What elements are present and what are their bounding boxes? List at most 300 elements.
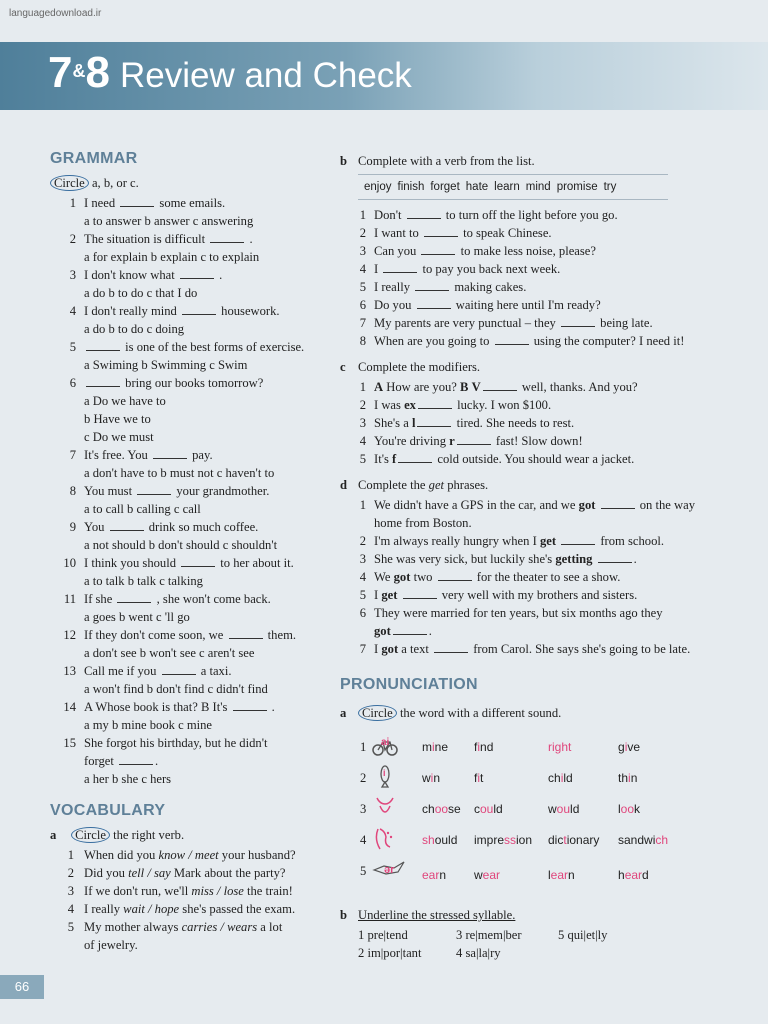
get-phrase: got [393,570,411,584]
answer-blank [403,588,437,599]
svg-text:ər: ər [384,864,395,876]
grammar-question [50,302,330,320]
answer-blank [483,380,517,391]
question-number: 3 [69,268,76,282]
question-text [397,588,400,602]
question-text: If she [84,592,116,606]
answer-blank [182,304,216,315]
pronunciation-word [422,769,440,787]
question-number: 8 [359,334,366,348]
section-d-question [340,586,700,604]
question-number: 11 [63,592,76,606]
word-part: t [480,771,484,785]
question-text: cold outside. You should wear a jacket. [434,452,635,466]
question-text: You [84,520,108,534]
answer-blank [393,624,427,635]
pronunciation-word [422,800,461,818]
question-number: 7 [359,642,366,656]
question-number: 8 [69,484,76,498]
svg-text:ai: ai [381,737,390,748]
syllabified-word: re|mem|ber [465,928,522,942]
question-text: lucky. I won $100. [453,398,552,412]
get-phrase: get [381,588,398,602]
question-text: being late. [597,316,653,330]
right-column [340,150,700,966]
grammar-question [50,338,330,356]
question-text: from Carol. She says she's going to be late. [470,642,691,656]
answer-blank [561,316,595,327]
question-number: 6 [359,606,366,620]
page-number: 66 [0,975,44,999]
grammar-question [50,662,330,680]
question-text: making cakes. [451,280,527,294]
word-part: g [618,740,625,754]
question-number: 6 [69,376,76,390]
stress-item [558,926,607,944]
stress-item [456,926,522,944]
question-text: some emails. [156,196,226,210]
question-text: to her about it. [217,556,294,570]
question-text: your husband? [218,848,296,862]
modifier-hint: r [449,434,455,448]
question-text: . [633,552,637,566]
question-number: 3 [359,416,366,430]
answer-blank [398,452,432,463]
verb-choice: know / meet [158,848,219,862]
question-text: waiting here until I'm ready? [452,298,601,312]
question-text: If they don't come soon, we [84,628,227,642]
vocabulary-question [50,882,330,900]
pronunciation-row [340,854,700,894]
section-c-question [340,432,700,450]
answer-blank [86,376,120,387]
pronunciation-word [618,738,640,756]
bird-icon [372,856,398,882]
unit-number-7: 7 [48,48,73,97]
pronunciation-word [422,831,457,849]
word-part: h [618,868,625,882]
question-text: them. [264,628,297,642]
answer-blank [417,416,451,427]
word-list-box [358,174,668,200]
pronunciation-a-instruction [340,702,700,724]
question-number: 2 [359,398,366,412]
instruction-text: the right verb. [113,828,185,842]
question-text: I need [84,196,119,210]
question-text: . [268,700,275,714]
answer-blank [229,628,263,639]
answer-blank [86,340,120,351]
question-number: 14 [63,700,76,714]
word-part: n [433,771,441,785]
question-number: 2 [69,232,76,246]
question-text: housework. [218,304,280,318]
answer-blank [457,434,491,445]
fish-icon [372,763,398,789]
answer-options: a don't see b won't see c aren't see [84,646,255,660]
section-letter: b [340,908,348,922]
answer-blank [601,498,635,509]
question-text: , she won't come back. [153,592,271,606]
unit-banner [0,42,768,110]
circle-word: Circle [50,175,89,191]
word-part: ld [493,802,503,816]
question-number: 4 [456,946,466,960]
grammar-question [50,446,330,464]
sound-letters: ch [655,833,669,847]
question-text: to pay you back next week. [419,262,561,276]
sound-letters: ear [422,868,440,882]
question-number: 4 [67,902,74,916]
question-text: You're driving [374,434,450,448]
pronunciation-word [618,866,649,884]
answer-blank [495,334,529,345]
section-b-question [340,260,700,278]
instruction-text: phrases. [444,478,489,492]
question-number: 5 [558,928,568,942]
answer-blank [210,232,244,243]
site-watermark: languagedownload.ir [9,8,102,19]
grammar-question [50,626,330,644]
sound-letters: t [563,833,567,847]
answer-option: b Have we to [84,412,151,426]
pronunciation-word [474,831,532,849]
instruction-text: the word with a different sound. [399,706,562,720]
sound-letters: i [477,740,481,754]
question-text: well, thanks. And you? [518,380,638,394]
answer-blank [120,196,154,207]
answer-blank [421,244,455,255]
question-text: I really [374,280,414,294]
section-d-question [340,532,700,550]
question-number: 2 [359,534,366,548]
section-letter: b [340,154,348,168]
verb-choice: miss / lose [191,884,244,898]
section-c-instruction [340,356,700,378]
syllabified-word: im|por|tant [367,946,422,960]
word-list-item: promise [556,181,598,193]
word-part: ch [422,802,435,816]
question-text: A Whose book is that? B It's [84,700,231,714]
question-text: Mark about the party? [170,866,286,880]
section-c-question [340,396,700,414]
answer-blank [561,534,595,545]
section-d-instruction [340,474,700,496]
grammar-question [50,698,330,716]
word-part: m [422,740,432,754]
word-part: impre [474,833,505,847]
question-text [432,570,435,584]
answer-options: a goes b went c 'll go [84,610,190,624]
pronunciation-word [548,831,599,849]
get-phrase: get [539,534,557,548]
pronunciation-word [422,866,446,884]
unit-ampersand: & [72,61,86,81]
question-number: 1 [359,208,366,222]
question-text: I really [84,902,124,916]
question-text [592,552,595,566]
section-d-question [340,550,700,568]
get-phrase: getting [555,552,593,566]
word-part: t [568,740,572,754]
row-number: 2 [360,771,367,785]
section-letter: a [340,706,347,720]
answer-blank [417,298,451,309]
question-text: When are you going to [374,334,493,348]
question-number: 1 [358,928,368,942]
question-text: Don't [374,208,405,222]
question-number: 7 [359,316,366,330]
modifier-hint: V [471,380,481,394]
verb-choice: tell / say [128,866,171,880]
word-part: w [422,771,431,785]
question-text: I think you should [84,556,180,570]
question-text: I was [374,398,405,412]
word-part: ld [570,802,580,816]
speaker-b: B [460,380,469,394]
answer-blank [181,556,215,567]
question-number: 6 [359,298,366,312]
question-text: I [374,588,382,602]
vocabulary-question [50,846,330,864]
row-number: 3 [360,802,367,816]
pronunciation-word [618,831,668,849]
answer-options: a her b she c hers [84,772,172,786]
answer-blank [153,448,187,459]
modifier-hint: ex [404,398,416,412]
pronunciation-row [340,761,700,792]
left-column [50,150,330,954]
sound-letters: oo [620,802,635,816]
answer-blank [117,592,151,603]
question-number: 10 [63,556,76,570]
question-number: 3 [456,928,466,942]
vocabulary-instruction [50,824,330,846]
answer-options: a won't find b don't find c didn't find [84,682,268,696]
grammar-question [50,482,330,500]
question-continuation: of jewelry. [84,938,138,952]
vocabulary-question [50,900,330,918]
question-text: It's [374,452,393,466]
sound-letters: ear [482,868,501,882]
stress-item [358,926,408,944]
question-text: I want to [374,226,422,240]
question-number: 1 [359,498,366,512]
question-text: very well with my brothers and sisters. [438,588,638,602]
question-number: 4 [359,570,366,584]
question-number: 5 [67,920,74,934]
section-d-question [340,604,700,622]
get-phrase: got [381,642,399,656]
word-part: ch [548,771,561,785]
pronunciation-heading: PRONUNCIATION [340,676,478,693]
pronunciation-word [474,866,500,884]
bicycle-icon [372,732,398,758]
word-part: r [548,740,552,754]
section-b-question [340,314,700,332]
sound-letters: ou [480,802,494,816]
question-number: 3 [359,552,366,566]
circle-word: Circle [71,827,110,843]
question-number: 4 [359,434,366,448]
word-part: ould [434,833,458,847]
word-list-item: forget [430,181,460,193]
get-phrase: got [578,498,596,512]
question-text: The situation is difficult [84,232,209,246]
question-continuation [340,622,700,640]
answer-blank [383,262,417,273]
section-letter: a [50,828,57,842]
answer-blank [598,552,632,563]
grammar-question [50,266,330,284]
question-text: She forgot his birthday, but he didn't [84,736,268,750]
question-text: My parents are very punctual – they [374,316,559,330]
question-text: she's passed the exam. [179,902,296,916]
word-part: sandwi [618,833,656,847]
pronunciation-word [618,800,640,818]
section-d-question [340,568,700,586]
answer-options: a Swiming b Swimming c Swim [84,358,248,372]
answer-blank [180,268,214,279]
sound-letters: oo [434,802,449,816]
word-part: ionary [566,833,600,847]
word-part: f [474,771,478,785]
question-text: I'm always really hungry when I [374,534,540,548]
question-text: to make less noise, please? [457,244,596,258]
question-text [595,498,598,512]
get-phrase: got [374,624,391,638]
question-text: Call me if you [84,664,160,678]
question-number: 2 [359,226,366,240]
sound-letters: ear [550,868,569,882]
word-part: d [642,868,649,882]
shower-icon [372,825,398,851]
question-number: 2 [358,946,368,960]
word-part: l [618,802,621,816]
section-c-question [340,414,700,432]
word-list-item: hate [465,181,489,193]
word-part: c [474,802,480,816]
question-number: 9 [69,520,76,534]
word-part: n [568,868,575,882]
instruction-text: Underline the stressed syllable. [358,908,516,922]
word-part: ve [627,740,641,754]
pronunciation-word [548,800,579,818]
modifier-hint: f [392,452,397,466]
row-number: 4 [360,833,367,847]
section-b-question [340,278,700,296]
question-text: . [155,754,159,768]
review-title: Review and Check [119,56,412,95]
sound-letters: i [430,771,434,785]
question-text: the train! [243,884,293,898]
question-number: 13 [63,664,76,678]
question-text: to turn off the light before you go. [442,208,618,222]
sound-letters: i [432,740,435,754]
question-text: two [410,570,433,584]
question-text: to speak Chinese. [459,226,552,240]
word-part: dic [548,833,564,847]
answer-options: a to call b calling c call [84,502,201,516]
pronunciation-row [340,823,700,854]
grammar-instruction [50,172,330,194]
syllabified-word: sa|la|ry [465,946,501,960]
question-text: forget [84,754,117,768]
question-text [429,642,432,656]
answer-options: a not should b don't should c shouldn't [84,538,278,552]
question-text: drink so much coffee. [145,520,259,534]
section-c-question [340,450,700,468]
verb-choice: wait / hope [123,902,180,916]
grammar-questions [50,194,330,788]
section-c-question [340,378,700,396]
stress-item [456,944,501,962]
question-text: from school. [597,534,665,548]
sound-letters: i [624,740,628,754]
question-text: Do you [374,298,415,312]
question-number: 1 [359,380,366,394]
pronunciation-word [548,866,575,884]
pronunciation-word [548,738,571,756]
sound-letters: sh [422,833,435,847]
question-number: 3 [359,244,366,258]
question-number: 15 [63,736,76,750]
bull-icon [372,794,398,820]
pronunciation-word [548,769,573,787]
row-number: 1 [360,740,367,754]
answer-blank [233,700,267,711]
question-text: your grandmother. [173,484,270,498]
section-b-instruction [340,150,700,172]
page-title [48,48,412,98]
question-text [556,534,559,548]
sound-letters: i [477,771,481,785]
section-d-question [340,640,700,658]
question-text: We [374,570,394,584]
speaker-a: A [374,380,384,394]
question-text: fast! Slow down! [492,434,583,448]
pronunciation-row [340,730,700,761]
question-number: 5 [359,452,366,466]
question-text: for the theater to see a show. [473,570,621,584]
word-part: k [634,802,641,816]
row-number: 5 [360,864,367,878]
word-part: nd [480,740,494,754]
pronunciation-rows [340,730,700,894]
section-d-question [340,496,700,514]
grammar-question [50,554,330,572]
answer-blank [407,208,441,219]
question-text: . [428,624,432,638]
word-part: f [474,740,478,754]
answer-options: a do b to do c that I do [84,286,198,300]
word-part: ld [563,771,573,785]
section-b-question [340,296,700,314]
instruction-italic: get [428,478,445,492]
pronunciation-b-instruction [340,904,700,926]
answer-blank [438,570,472,581]
verb-choice: carries / wears [181,920,258,934]
question-text: bring our books tomorrow? [122,376,264,390]
question-text: pay. [188,448,213,462]
question-text: Can you [374,244,420,258]
question-text: a text [398,642,429,656]
word-list-item: finish [397,181,425,193]
question-number: 4 [359,262,366,276]
question-text: I [374,642,382,656]
question-text: I don't really mind [84,304,181,318]
question-text: on the way [636,498,696,512]
